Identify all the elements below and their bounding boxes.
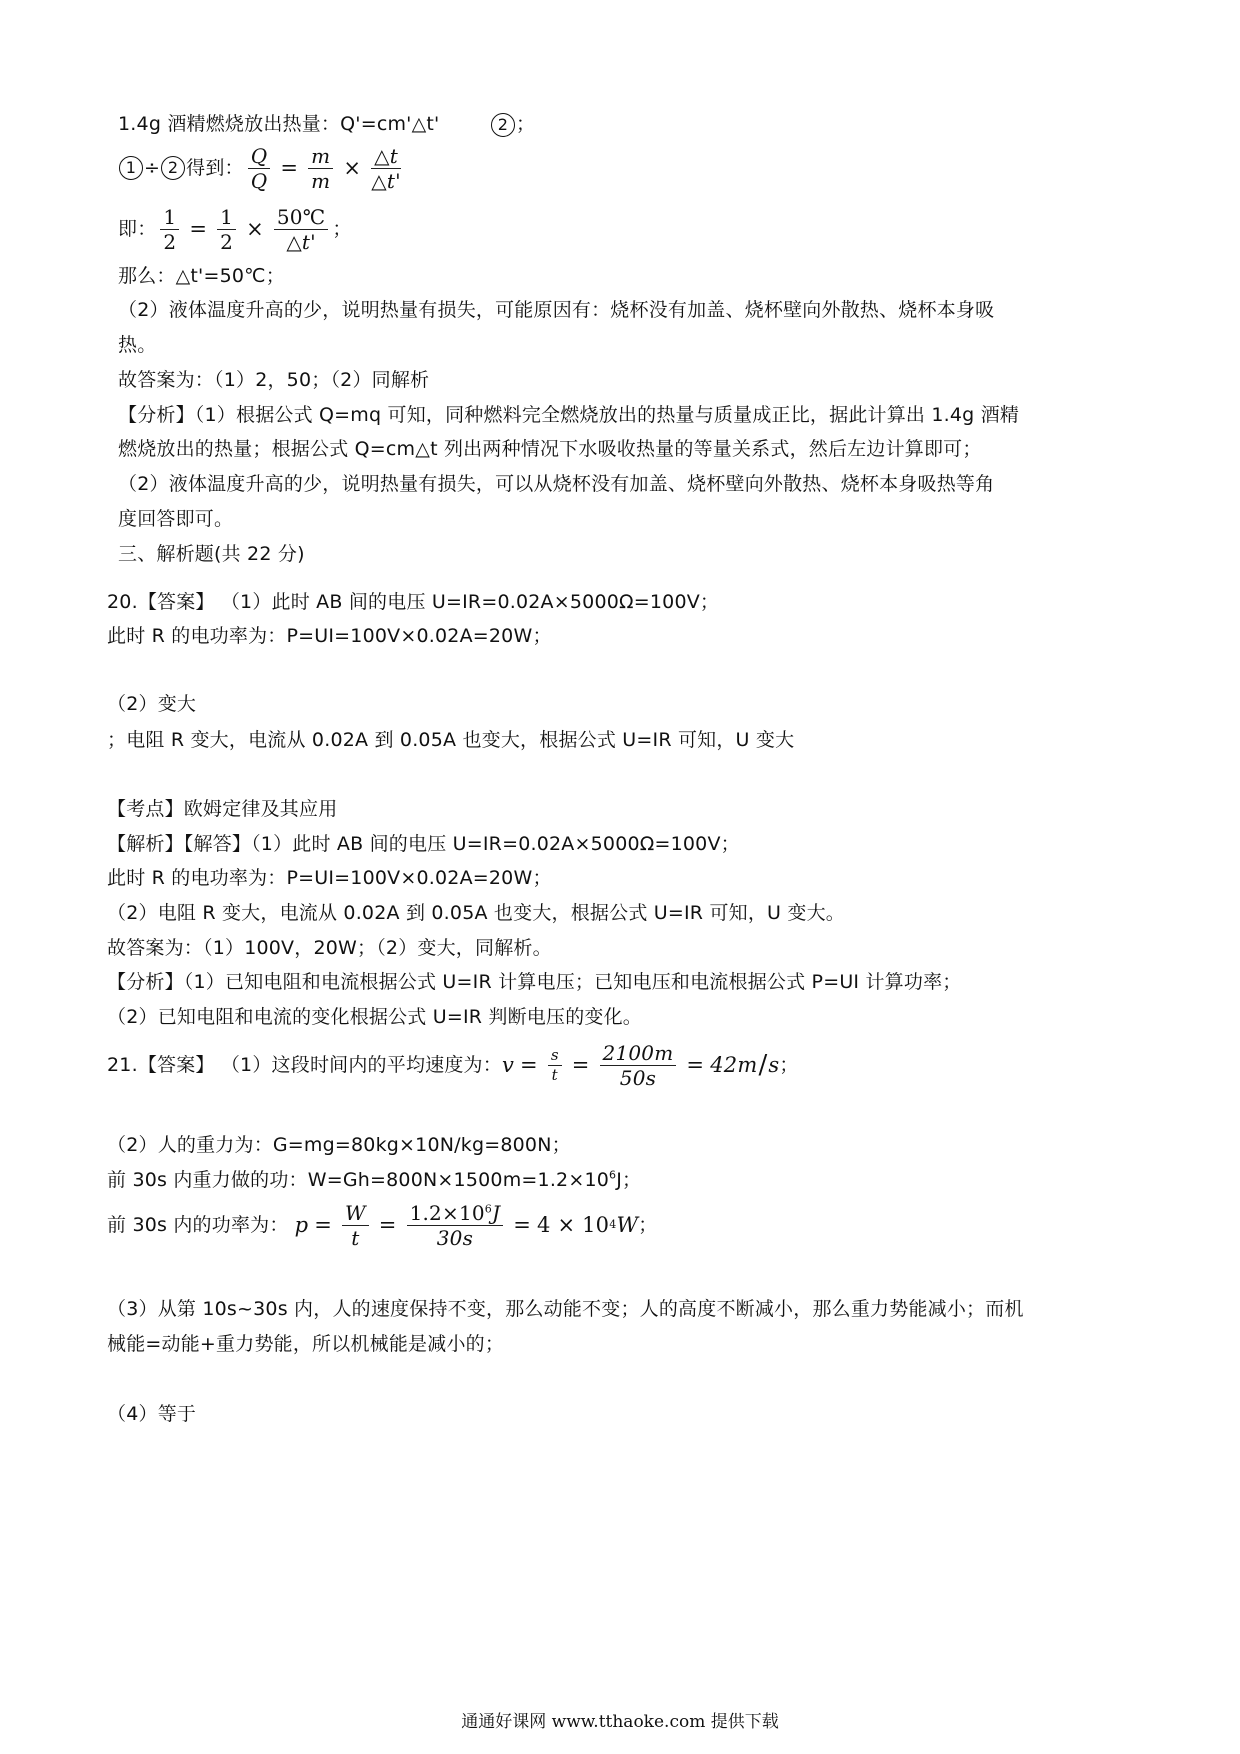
punctuation: ； xyxy=(779,1054,799,1076)
fraction: $\frac{Q}{Q}$ xyxy=(248,146,271,191)
equation-line xyxy=(107,1198,657,1252)
analysis-line: 【分析】（1）根据公式 Q=mq 可知，同种燃料完全燃烧放出的热量与质量成正比，据此计算出 1.4g 酒精 xyxy=(118,404,1020,426)
analysis-line: 【分析】（1）已知电阻和电流根据公式 U=IR 计算电压；已知电压和电流根据公式 P=UI 计算功率； xyxy=(107,971,962,993)
answer-line: ；电阻 R 变大，电流从 0.02A 到 0.05A 也变大，根据公式 U=IR 可知，U 变大 xyxy=(107,729,795,751)
answer-line: 故答案为：（1）100V，20W；（2）变大，同解析。 xyxy=(107,937,552,959)
fraction: $\frac{s}{t}$ xyxy=(548,1048,562,1083)
explanation-line: 【解析】【解答】（1）此时 AB 间的电压 U=IR=0.02A×5000Ω=100V； xyxy=(107,833,740,855)
explanation-line: （2）电阻 R 变大，电流从 0.02A 到 0.05A 也变大，根据公式 U=IR 可知，U 变大。 xyxy=(107,902,845,924)
ratio-equation: $\frac{Q}{Q}$ = $\frac{m}{m}$ × $\frac{\triangle t}{\triangle t'}$ xyxy=(244,146,405,191)
analysis-line: 燃烧放出的热量；根据公式 Q=cm△t 列出两种情况下水吸收热量的等量关系式，然后左边计算即可； xyxy=(118,438,982,460)
solution-line xyxy=(118,110,535,138)
circled-number: 2 xyxy=(491,113,515,137)
analysis-line: （2）已知电阻和电流的变化根据公式 U=IR 判断电压的变化。 xyxy=(107,1006,643,1028)
punctuation: ； xyxy=(332,218,352,240)
speed-equation: v = $\frac{s}{t}$ = $\frac{2100m}{50s}$ = 42m / s xyxy=(501,1040,780,1090)
fraction: $\frac{1}{2}$ xyxy=(160,207,179,252)
answer-line: （2）变大 xyxy=(107,693,197,715)
line-text: 得到： xyxy=(186,157,244,179)
line-text: 21.【答案】 （1）这段时间内的平均速度为： xyxy=(107,1054,502,1076)
answer-line: （4）等于 xyxy=(107,1403,197,1425)
equation-line xyxy=(118,203,352,255)
answer-line: 此时 R 的电功率为：P=UI=100V×0.02A=20W； xyxy=(107,625,552,647)
answer-line: 械能=动能+重力势能，所以机械能是减小的； xyxy=(107,1333,505,1355)
section-heading: 三、解析题(共 22 分) xyxy=(118,543,305,565)
line-text: 1.4g 酒精燃烧放出热量：Q'=cm'△t' xyxy=(118,113,440,135)
answer-line: （3）从第 10s~30s 内，人的速度保持不变，那么动能不变；人的高度不断减小，那么重力势能减小；而机 xyxy=(107,1298,1024,1320)
equation-line xyxy=(118,143,405,193)
line-text: 前 30s 内的功率为： xyxy=(107,1214,289,1236)
circled-number: 2 xyxy=(161,156,185,180)
fraction: $\frac{1}{2}$ xyxy=(217,207,236,252)
punctuation: ； xyxy=(638,1214,658,1236)
fraction: $\frac{1.2\times 10^6J}{30s}$ xyxy=(407,1203,504,1248)
circled-number: 1 xyxy=(119,156,143,180)
page-footer: 通通好课网 www.tthaoke.com 提供下载 xyxy=(461,1712,779,1732)
analysis-line: 度回答即可。 xyxy=(118,508,234,530)
explanation-line: 此时 R 的电功率为：P=UI=100V×0.02A=20W； xyxy=(107,867,552,889)
equation-line xyxy=(107,1040,799,1090)
fraction: $\frac{\triangle t}{\triangle t'}$ xyxy=(371,143,401,193)
fraction: $\frac{50℃}{\triangle t'}$ xyxy=(274,207,328,252)
answer-line: （2）人的重力为：G=mg=80kg×10N/kg=800N； xyxy=(107,1134,571,1156)
answer-line: 前 30s 内重力做的功：$W=Gh=800N\times 1500m=1.2\times 10^6J$； xyxy=(107,1168,642,1191)
analysis-line: （2）液体温度升高的少，说明热量有损失，可以从烧杯没有加盖、烧杯壁向外散热、烧杯本身吸热等角 xyxy=(118,473,995,495)
solution-line: （2）液体温度升高的少，说明热量有损失，可能原因有：烧杯没有加盖、烧杯壁向外散热、烧杯本身吸 xyxy=(118,299,995,321)
answer-line: 故答案为：（1）2，50；（2）同解析 xyxy=(118,369,430,391)
punctuation: ； xyxy=(515,113,536,135)
knowledge-point: 【考点】欧姆定律及其应用 xyxy=(107,798,338,820)
fraction: $\frac{W}{t}$ xyxy=(342,1203,369,1248)
solution-line: 那么：△t'=50℃； xyxy=(118,265,285,287)
substituted-equation: $\frac{1}{2}$ = $\frac{1}{2}$ × $\frac{50℃}{\triangle t'}$ xyxy=(156,207,332,252)
line-text: 即： xyxy=(118,218,157,240)
fraction: $\frac{m}{m}$ xyxy=(308,146,333,191)
answer-line: 20.【答案】 （1）此时 AB 间的电压 U=IR=0.02A×5000Ω=100V； xyxy=(107,591,720,613)
solution-line: 热。 xyxy=(118,334,157,356)
power-equation: p = $\frac{W}{t}$ = $\frac{1.2\times 10^6J}{30s}$ = 4 × 10 4 W xyxy=(294,1200,639,1250)
divide-sign: ÷ xyxy=(144,157,161,179)
fraction: $\frac{2100m}{50s}$ xyxy=(600,1043,677,1088)
